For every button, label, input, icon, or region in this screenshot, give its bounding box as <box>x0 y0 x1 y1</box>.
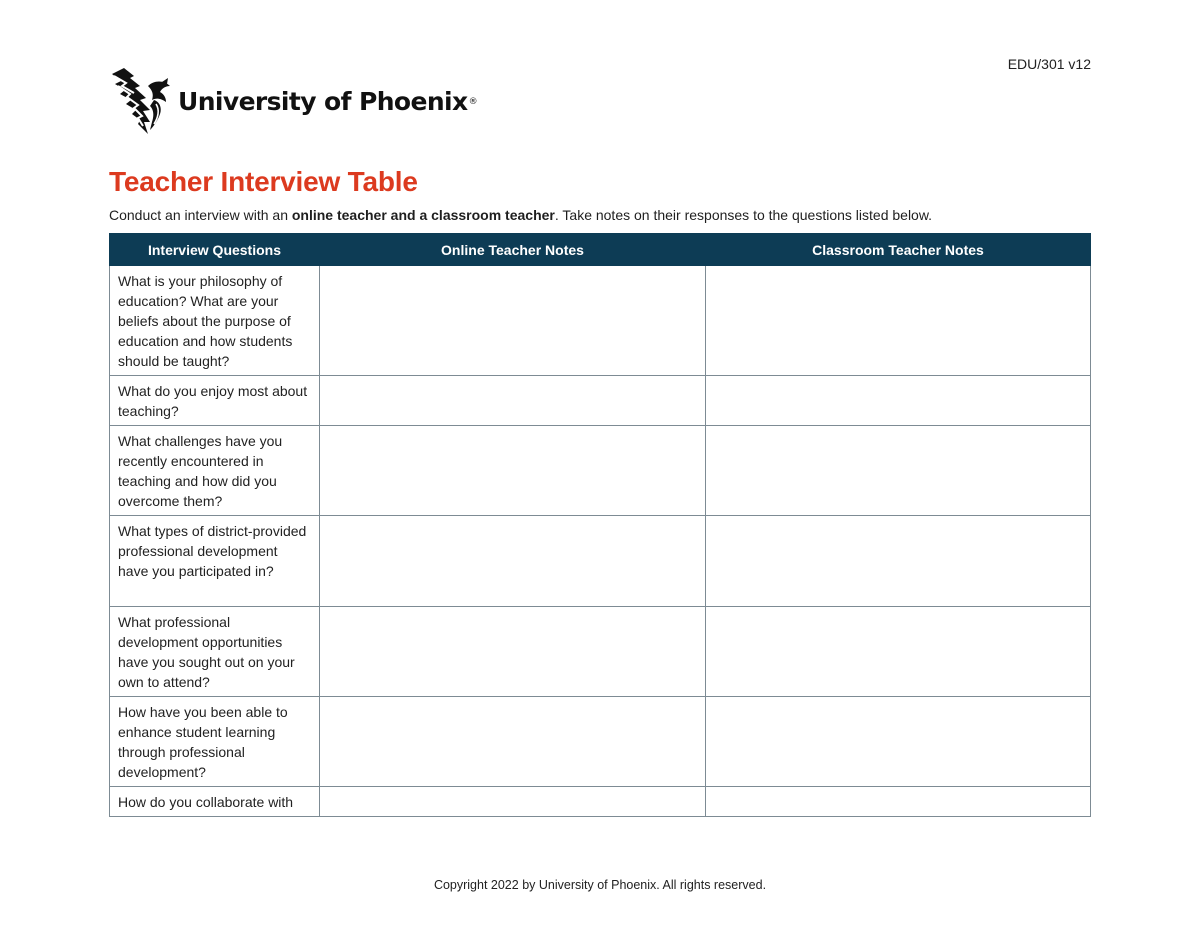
table-row <box>110 376 1091 426</box>
online-notes-cell[interactable] <box>320 376 706 426</box>
phoenix-bird-icon <box>110 64 176 138</box>
question-cell: What do you enjoy most about teaching? <box>110 376 320 426</box>
column-header-classroom-notes: Classroom Teacher Notes <box>706 234 1091 266</box>
table-row <box>110 266 1091 376</box>
question-cell: What professional development opportunities have you sought out on your own to attend? <box>110 607 320 697</box>
question-cell: What types of district-provided professional development have you participated in? <box>110 516 320 607</box>
document-code: EDU/301 v12 <box>1007 56 1091 72</box>
online-notes-cell[interactable] <box>320 607 706 697</box>
question-cell: What challenges have you recently encountered in teaching and how did you overcome them? <box>110 426 320 516</box>
interview-table <box>109 233 1091 817</box>
table-row <box>110 516 1091 607</box>
online-notes-cell[interactable] <box>320 266 706 376</box>
column-header-online-notes: Online Teacher Notes <box>320 234 706 266</box>
table-row <box>110 787 1091 817</box>
classroom-notes-cell[interactable] <box>706 697 1091 787</box>
table-header-row <box>110 234 1091 266</box>
intro-before: Conduct an interview with an <box>109 207 292 223</box>
page-title: Teacher Interview Table <box>109 166 418 197</box>
column-header-questions: Interview Questions <box>110 234 320 266</box>
university-logo <box>110 64 477 138</box>
classroom-notes-cell[interactable] <box>706 376 1091 426</box>
classroom-notes-cell[interactable] <box>706 516 1091 607</box>
online-notes-cell[interactable] <box>320 426 706 516</box>
logo-wordmark <box>178 87 477 116</box>
intro-bold: online teacher and a classroom teacher <box>291 207 555 223</box>
intro-text <box>109 207 932 223</box>
question-cell: How do you collaborate with <box>110 787 320 817</box>
question-cell: How have you been able to enhance student learning through professional development? <box>110 697 320 787</box>
table-row <box>110 697 1091 787</box>
online-notes-cell[interactable] <box>320 787 706 817</box>
registered-mark: ® <box>468 96 477 107</box>
online-notes-cell[interactable] <box>320 516 706 607</box>
classroom-notes-cell[interactable] <box>706 607 1091 697</box>
online-notes-cell[interactable] <box>320 697 706 787</box>
classroom-notes-cell[interactable] <box>706 426 1091 516</box>
copyright-footer: Copyright 2022 by University of Phoenix. All rights reserved. <box>433 878 767 892</box>
logo-wordmark-text: University of Phoenix <box>178 86 468 116</box>
intro-after: . Take notes on their responses to the questions listed below. <box>554 207 933 223</box>
table-row <box>110 607 1091 697</box>
table-row <box>110 426 1091 516</box>
question-cell: What is your philosophy of education? What are your beliefs about the purpose of education and how students should be taught? <box>110 266 320 376</box>
classroom-notes-cell[interactable] <box>706 787 1091 817</box>
classroom-notes-cell[interactable] <box>706 266 1091 376</box>
